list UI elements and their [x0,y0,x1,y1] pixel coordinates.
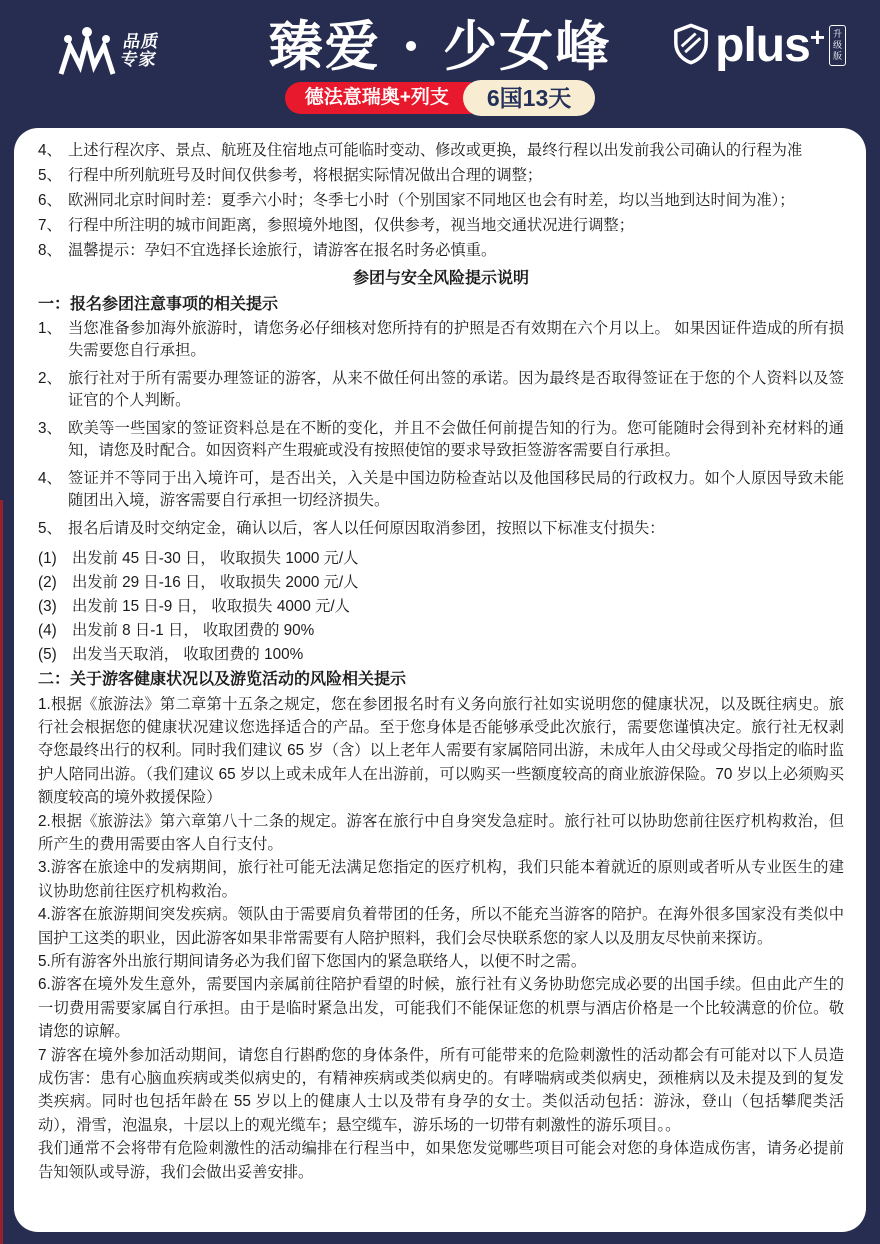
page-title: 臻爱 · 少女峰 [268,14,612,78]
cancellation-row [38,643,844,667]
cancellation-number: (3) [38,597,57,615]
list-item [38,518,844,540]
item-number: 4、 [38,470,62,487]
note-number: 5、 [38,167,62,184]
note-item [38,188,844,213]
brand-line1: 品质 [122,32,161,51]
cancellation-row [38,619,844,643]
header [0,0,880,128]
note-text: 欧洲同北京时间时差：夏季六小时；冬季七小时（个别国家不同地区也会有时差，均以当地到达时间为准）； [68,192,795,209]
trip-badges [285,80,595,116]
note-item [38,163,844,188]
paragraph: 5.所有游客外出旅行期间请务必为我们留下您国内的紧急联络人，以便不时之需。 [38,952,587,970]
note-item [38,213,844,238]
cancellation-number: (4) [38,621,57,639]
list-item [38,418,844,461]
list-item [38,468,844,511]
note-number: 8、 [38,242,62,259]
shield-icon [671,23,711,70]
item-text: 欧美等一些国家的签证资料总是在不断的变化，并且不会做任何前提告知的行为。您可能随时会得到补充材料的通知，请您及时配合。如因资料产生瑕疵或没有按照使馆的要求导致拒签游客需要自行承担。 [68,420,844,459]
item-number: 2、 [38,370,62,387]
duration-badge: 6国13天 [463,80,595,116]
plus-logo [671,19,846,72]
item-text: 报名后请及时交纳定金，确认以后，客人以任何原因取消参团，按照以下标准支付损失： [68,520,665,537]
item-number: 5、 [38,520,62,537]
cancellation-row [38,547,844,571]
paragraph: 2.根据《旅游法》第六章第八十二条的规定。游客在旅行中自身突发急症时。旅行社可以协助您前往医疗机构救治，但所产生的费用需要由客人自行支付。 [38,812,844,853]
item-text: 旅行社对于所有需要办理签证的游客，从来不做任何出签的承诺。因为最终是否取得签证在于您的个人资料以及签证官的个人判断。 [68,370,844,409]
paragraph: 我们通常不会将带有危险刺激性的活动编排在行程当中，如果您发觉哪些项目可能会对您的身体造成伤害，请务必提前告知领队或导游，我们会做出妥善安排。 [38,1140,844,1181]
cancellation-number: (5) [38,645,57,663]
note-number: 7、 [38,217,62,234]
brand-line2: 专家 [119,50,159,69]
countries-badge: 德法意瑞奥+列支 [285,82,471,114]
paragraph: 1.根据《旅游法》第二章第十五条之规定，您在参团报名时有义务向旅行社如实说明您的健康状况，以及既往病史。旅行社会根据您的健康状况建议您选择适合的产品。至于您身体是否能够承受此次旅行，需要您谨慎决定。旅行社无权剥夺您最终出行的权利。同时我们建议 65 岁（含）以上老年人需要有家属陪同出游，未成年人由父母或父母指定的临时监护人陪同出游。（我们建议 65 岁以上或未成年人在出游前，可以购买一些额度较高的商业旅游保险。70 岁以上必须购买额度较高的境外救援保险） [38,695,844,807]
left-edge-accent [0,500,3,1244]
note-item [38,238,844,263]
note-text: 上述行程次序、景点、航班及住宿地点可能临时变动、修改或更换，最终行程以出发前我公司确认的行程为准 [68,142,803,159]
cancellation-row [38,571,844,595]
paragraph: 4.游客在旅游期间突发疾病。领队由于需要肩负着带团的任务，所以不能充当游客的陪护。在海外很多国家没有类似中国护工这类的职业，因此游客如果非常需要有人陪护照料，我们会尽快联系您的家人以及朋友尽快前来探访。 [38,906,844,947]
cancellation-text: 出发前 8 日-1 日， 收取团费的 90% [72,621,315,639]
plus-wordmark: plus [715,19,810,72]
item-number: 1、 [38,320,62,337]
paragraph: 6.游客在境外发生意外，需要国内亲属前往陪护看望的时候，旅行社有义务协助您完成必要的出国手续。但由此产生的一切费用需要家属自行承担。由于是临时紧急出发，可能我们不能保证您的机票与酒店价格是一个比较满意的价位。敬请您的谅解。 [38,976,844,1041]
item-number: 3、 [38,420,62,437]
note-number: 6、 [38,192,62,209]
note-text: 行程中所列航班号及时间仅供参考，将根据实际情况做出合理的调整； [68,167,543,184]
list-item [38,368,844,411]
paragraph: 7 游客在境外参加活动期间，请您自行斟酌您的身体条件，所有可能带来的危险刺激性的活动都会有可能对以下人员造成伤害：患有心脑血疾病或类似病史的，有精神疾病或类似病史的。有哮喘病或类似病史，颈椎病以及未提及到的复发类疾病。同时也包括年龄在 55 岁以上的健康人士以及带有身孕的女士。类似活动包括：游泳，登山（包括攀爬类活动），滑雪，泡温泉，十层以上的观光缆车；悬空缆车，游乐场的一切带有刺激性的游乐项目。。 [38,1046,844,1134]
cancellation-number: (1) [38,549,57,567]
item-text: 签证并不等同于出入境许可，是否出关，入关是中国边防检查站以及他国移民局的行政权力。如个人原因导致未能随团出入境，游客需要自行承担一切经济损失。 [68,470,844,509]
note-item [38,138,844,163]
note-text: 行程中所注明的城市间距离，参照境外地图，仅供参考，视当地交通状况进行调整； [68,217,634,234]
paragraph: 3.游客在旅途中的发病期间，旅行社可能无法满足您指定的医疗机构，我们只能本着就近的原则或者听从专业医生的建议协助您前往医疗机构救治。 [38,859,844,900]
note-text: 温馨提示：孕妇不宜选择长途旅行，请游客在报名时务必慎重。 [68,242,497,259]
section2-heading: 二：关于游客健康状况以及游览活动的风险相关提示 [38,670,407,688]
cancellation-text: 出发前 45 日-30 日， 收取损失 1000 元/人 [72,549,359,567]
safety-section-title: 参团与安全风险提示说明 [352,270,529,287]
cancellation-text: 出发前 15 日-9 日， 收取损失 4000 元/人 [72,597,350,615]
item-text: 当您准备参加海外旅游时，请您务必仔细核对您所持有的护照是否有效期在六个月以上。 如果因证件造成的所有损失需要您自行承担。 [68,320,844,359]
cancellation-row [38,595,844,619]
document-card [14,128,866,1232]
list-item [38,318,844,361]
section2-body [38,693,844,1185]
section1-heading: 一：报名参团注意事项的相关提示 [38,296,279,313]
cancellation-text: 出发前 29 日-16 日， 收取损失 2000 元/人 [72,573,359,591]
cancellation-text: 出发当天取消， 收取团费的 100% [72,645,304,663]
upgrade-badge: 升级版 [829,25,846,66]
plus-sign: + [809,22,825,52]
cancellation-number: (2) [38,573,57,591]
note-number: 4、 [38,142,62,159]
